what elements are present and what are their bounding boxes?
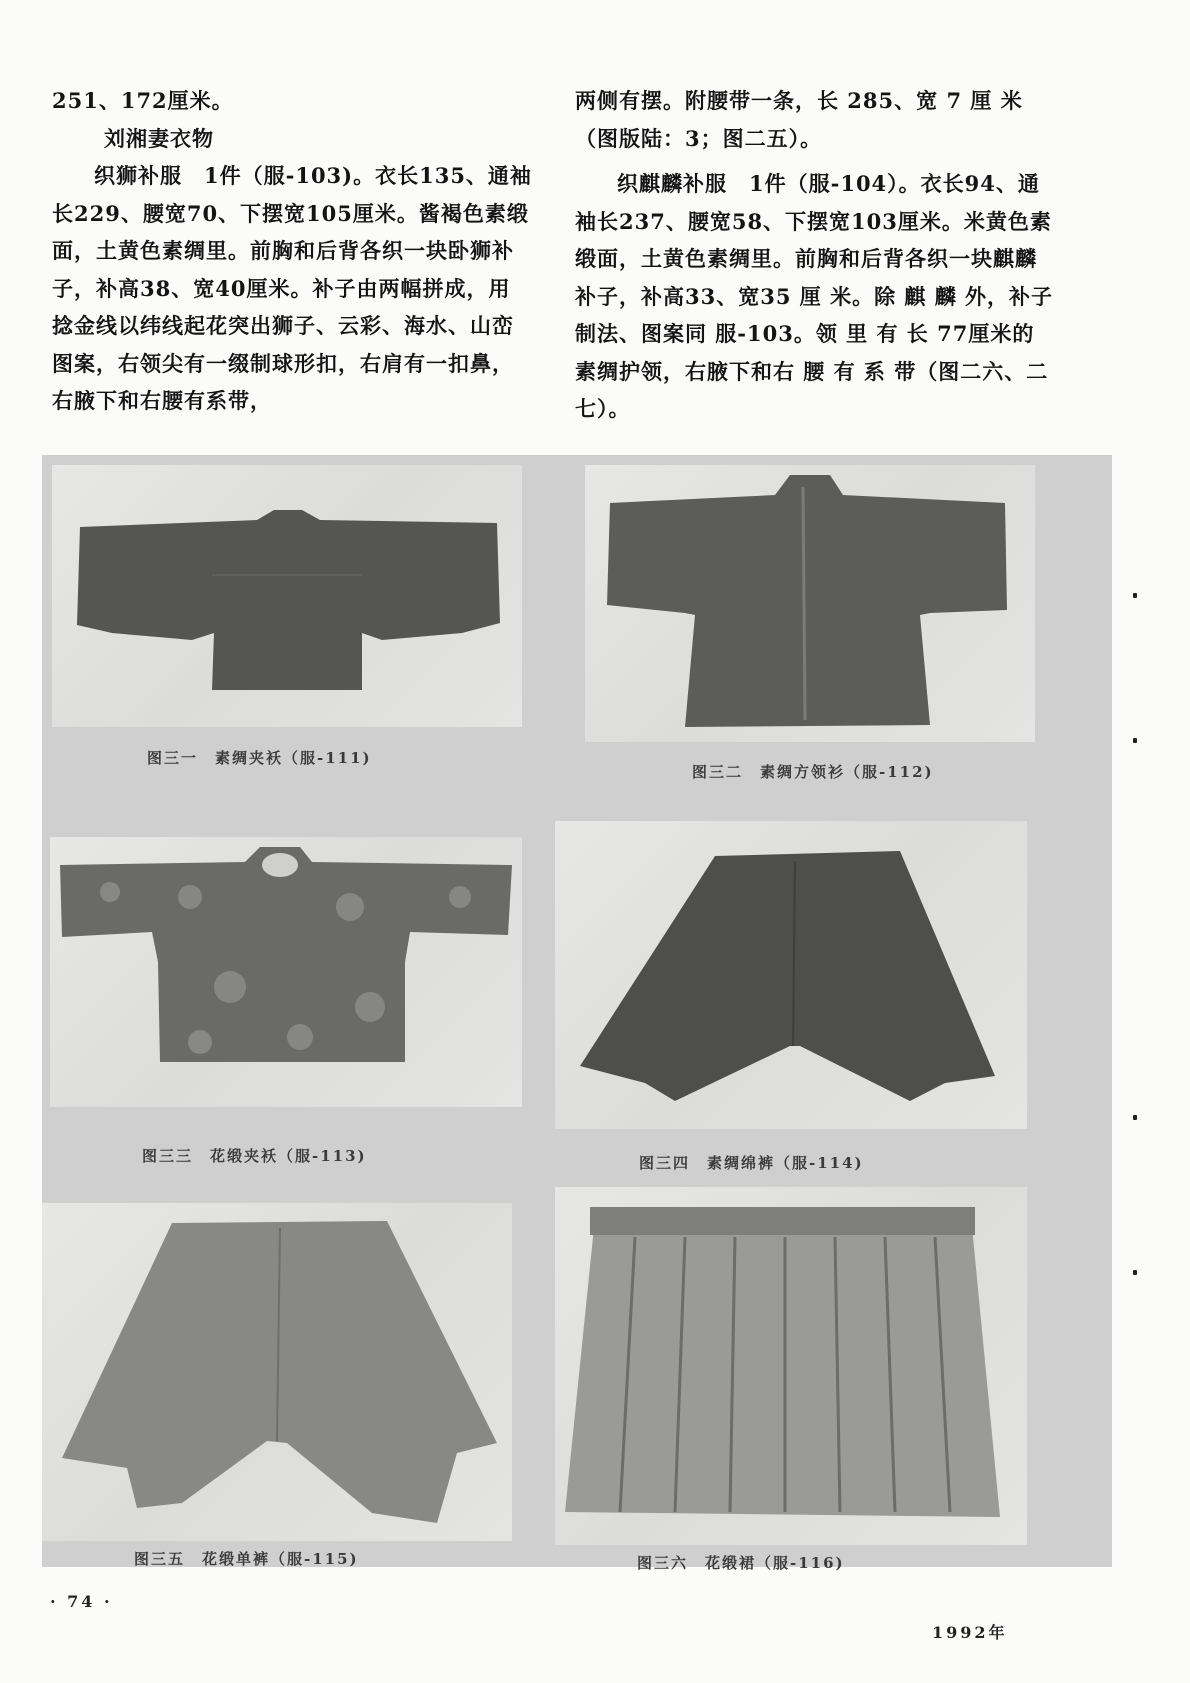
figure-32-caption: 图三二 素绸方领衫（服-112): [692, 763, 934, 781]
brocade-skirt-image: [555, 1187, 1027, 1545]
square-collar-shirt-image: [585, 465, 1035, 742]
issue-year: 1992年: [932, 1623, 1008, 1642]
figure-31-caption: 图三一 素绸夹袄（服-111): [147, 749, 372, 767]
page-number: · 74 ·: [50, 1592, 113, 1611]
figure-35-photo: [42, 1203, 512, 1541]
padded-trousers-image: [555, 821, 1027, 1129]
figure-36-caption: 图三六 花缎裙（服-116): [637, 1554, 845, 1572]
figure-32-photo: [585, 465, 1035, 742]
scan-speck: [1133, 1270, 1137, 1275]
figure-34-photo: [555, 821, 1027, 1129]
figure-36-photo: [555, 1187, 1027, 1545]
photo-plate: [42, 455, 1112, 1572]
paragraph-lion-robe: 织狮补服 1件（服-103)。衣长135、通袖长229、腰宽70、下摆宽105厘米。酱褐色素缎面，土黄色素绸里。前胸和后背各织一块卧狮补子，补高38、宽40厘米。补子由两幅拼成，用捻金线以纬线起花突出狮子、云彩、海水、山峦图案，右领尖有一缀制球形扣，右肩有一扣鼻，右腋下和右腰有系带，: [52, 163, 532, 413]
paragraph-qilin-robe: 织麒麟补服 1件（服-104）。衣长94、通袖长237、腰宽58、下摆宽103厘米。米黄色素缎面，土黄色素绸里。前胸和后背各织一块麒麟补子，补高33、宽35 厘 米。除 麒 麟 外，补子制法、图案同 服-103。领 里 有 长 77厘米的素绸护领，右腋下和右 腰 有 系 带（图二六、二七）。: [575, 171, 1054, 421]
section-heading: 刘湘妻衣物: [104, 125, 214, 151]
figure-33-caption: 图三三 花缎夹袄（服-113): [142, 1147, 367, 1165]
brocade-jacket-image: [50, 837, 522, 1107]
figure-34-caption: 图三四 素绸绵裤（服-114): [639, 1154, 864, 1172]
left-text-column: [52, 82, 532, 420]
scan-speck: [1133, 593, 1137, 598]
scan-speck: [1133, 1115, 1137, 1120]
right-text-column: [575, 82, 1055, 428]
figure-31-photo: [52, 465, 522, 727]
figure-35-caption: 图三五 花缎单裤（服-115): [134, 1550, 359, 1568]
scan-speck: [1133, 738, 1137, 743]
lined-jacket-image: [52, 465, 522, 727]
text-line-dimensions: 251、172厘米。: [52, 88, 234, 113]
paragraph-continuation: 两侧有摆。附腰带一条，长 285、宽 7 厘 米（图版陆：3；图二五）。: [575, 88, 1023, 151]
brocade-trousers-image: [42, 1203, 512, 1541]
figure-33-photo: [50, 837, 522, 1107]
